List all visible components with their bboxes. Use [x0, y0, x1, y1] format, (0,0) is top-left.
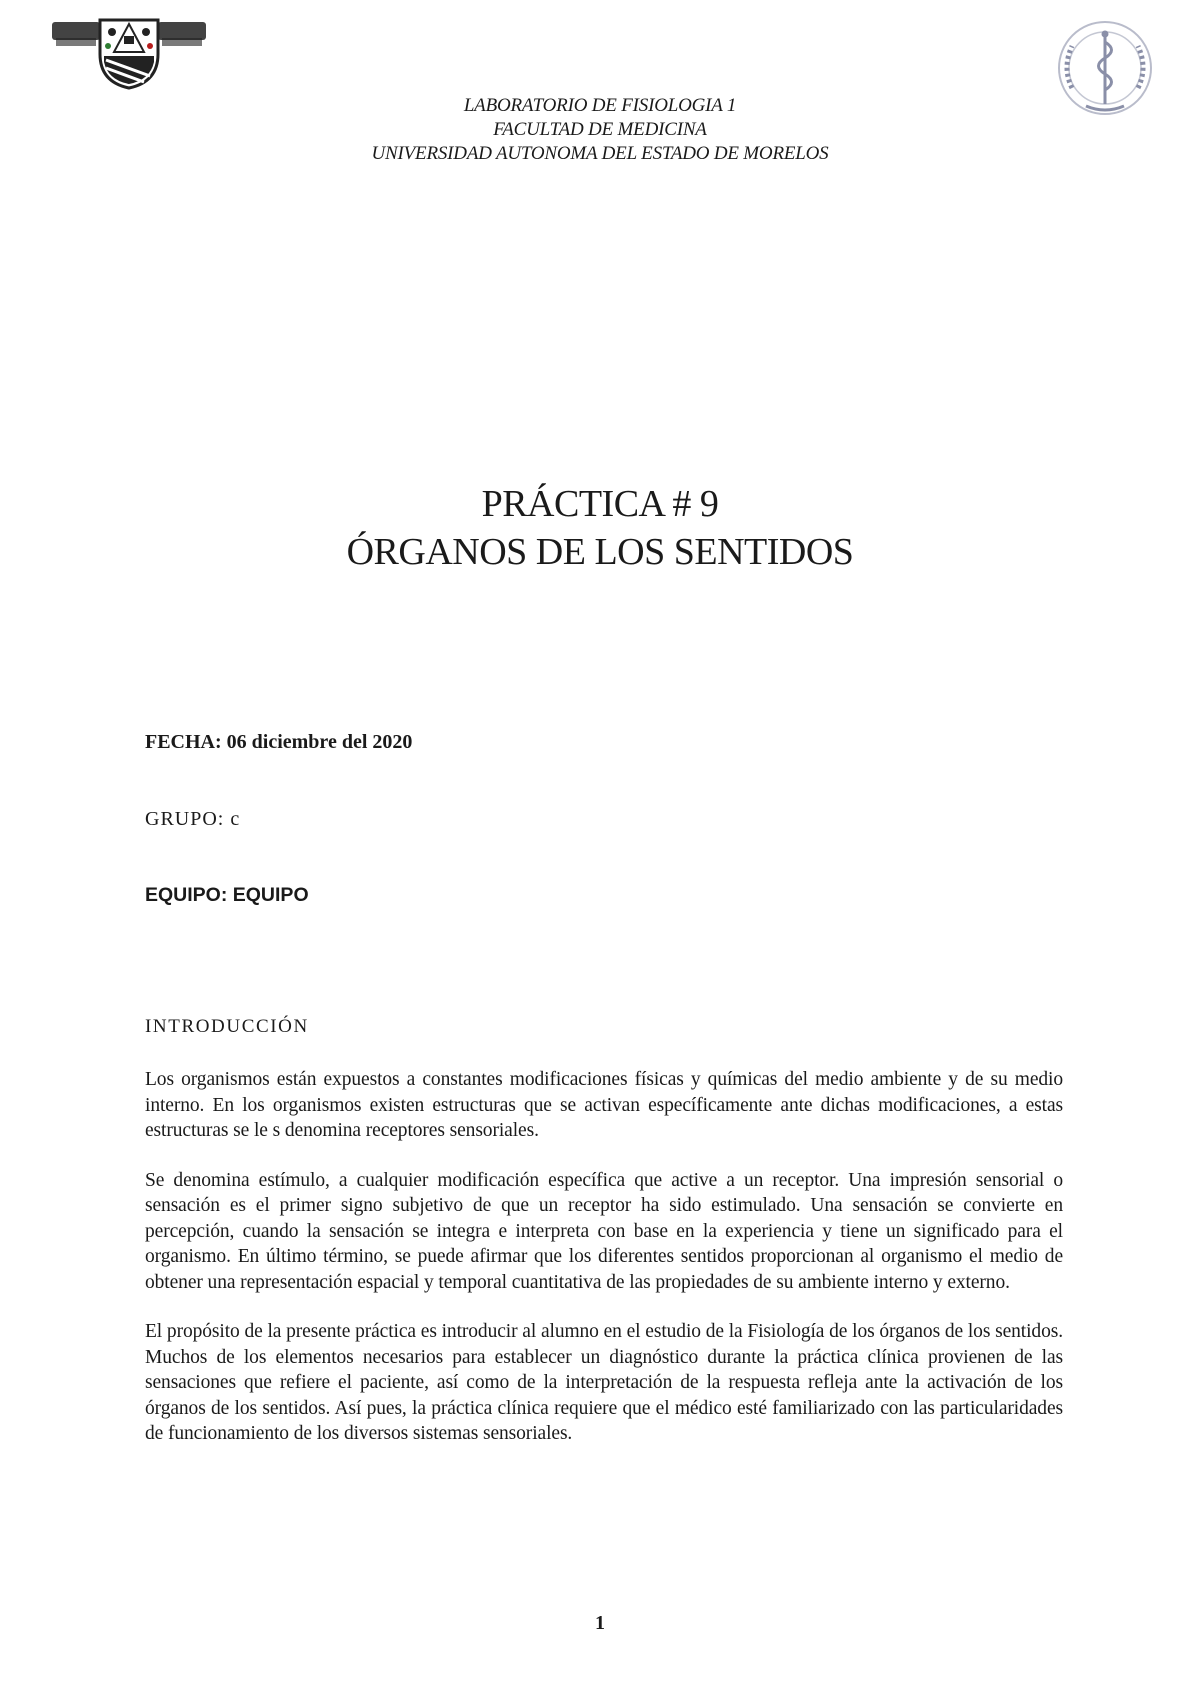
- introduction-body: [145, 1067, 1063, 1471]
- intro-paragraph: El propósito de la presente práctica es introducir al alumno en el estudio de la Fisiología de los órganos de los sentidos. Muchos de los elementos necesarios para establecer un diagnóstico durante la práctica clínica provienen de las sensaciones que refiere el paciente, así como de la interpretación de la respuesta refleja ante la activación de los órganos de los sentidos. Así pues, la práctica clínica requiere que el médico esté familiarizado con las particularidades de funcionamiento de los diversos sistemas sensoriales.: [145, 1321, 1063, 1444]
- header-faculty: FACULTAD DE MEDICINA: [493, 119, 707, 140]
- university-crest-icon: [50, 16, 208, 90]
- intro-paragraph: Se denomina estímulo, a cualquier modificación específica que active a un receptor. Una impresión sensorial o sensación es el primer signo subjetivo de que un receptor ha sido estimulado. Una sensación se convierte en percepción, cuando la sensación se integra e interpreta con base en la experiencia y tiene un significado para el organismo. En último término, se puede afirmar que los diferentes sentidos proporcionan al organismo el medio de obtener una representación espacial y temporal cuantitativa de las propiedades de su ambiente interno y externo.: [145, 1169, 1063, 1293]
- header-university: UNIVERSIDAD AUTONOMA DEL ESTADO DE MORELOS: [371, 143, 829, 164]
- practice-title: [0, 480, 1200, 576]
- header-lab-name: LABORATORIO DE FISIOLOGIA 1: [463, 95, 737, 116]
- practice-topic: ÓRGANOS DE LOS SENTIDOS: [346, 531, 854, 573]
- practice-number: PRÁCTICA # 9: [481, 483, 719, 525]
- intro-paragraph: Los organismos están expuestos a constantes modificaciones físicas y químicas del medio ambiente y de su medio interno. En los organismos existen estructuras que se activan específicamente ante dichas modificaciones, a estas estructuras se le s denomina receptores sensoriales.: [145, 1069, 1063, 1141]
- page-number: 1: [595, 1612, 605, 1634]
- date-field: FECHA: 06 diciembre del 2020: [145, 731, 413, 753]
- group-field: GRUPO: c: [145, 808, 241, 830]
- team-field: EQUIPO: EQUIPO: [145, 884, 309, 906]
- document-header: [0, 94, 1200, 166]
- introduction-heading: INTRODUCCIÓN: [145, 1016, 309, 1037]
